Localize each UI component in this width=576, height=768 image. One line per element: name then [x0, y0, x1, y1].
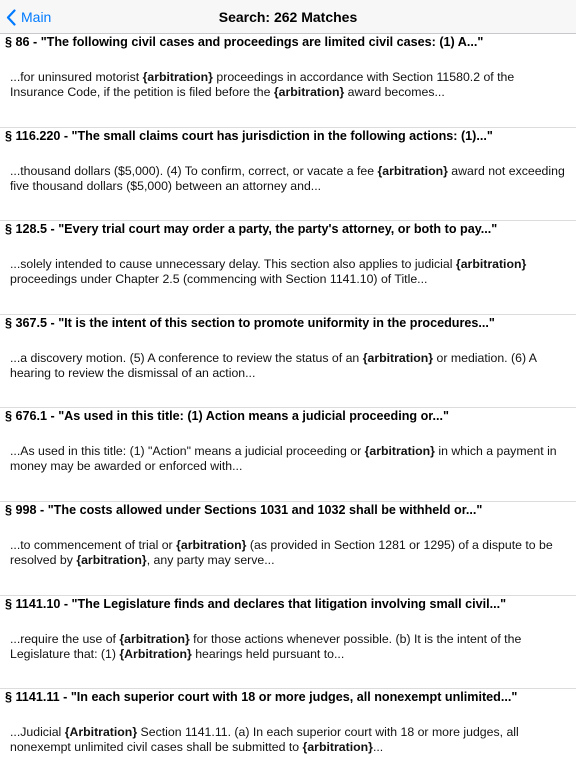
- snippet-text: ...As used in this title: (1) "Action" means a judicial proceeding or: [10, 444, 365, 459]
- result-title: § 1141.10 - "The Legislature finds and declares that litigation involving small civil...": [5, 596, 507, 611]
- snippet-text: proceedings in accordance with Section 11580.2 of the Insurance Code, if the petition is filed before the: [10, 70, 515, 99]
- search-term-highlight: {arbitration}: [302, 740, 373, 755]
- back-button[interactable]: [6, 0, 51, 34]
- search-results-list[interactable]: [0, 34, 576, 768]
- search-term-highlight: {arbitration}: [273, 85, 345, 99]
- search-result-item[interactable]: [0, 502, 576, 596]
- result-snippet: [10, 351, 566, 381]
- chevron-left-icon: [6, 9, 16, 26]
- snippet-text: award not exceeding five thousand dollars ($5,000) between an attorney and...: [10, 163, 565, 193]
- snippet-text: for those actions whenever possible. (b) It is the intent of the Legislature that: (1): [10, 631, 522, 661]
- result-snippet: [10, 444, 566, 474]
- result-snippet: [10, 538, 566, 568]
- back-button-label: Main: [21, 9, 52, 25]
- navigation-bar: [0, 0, 576, 34]
- snippet-text: ...a discovery motion. (5) A conference to review the status of an: [10, 350, 363, 365]
- result-title: § 86 - "The following civil cases and proceedings are limited civil cases: (1) A...": [5, 35, 484, 49]
- search-term-highlight: {arbitration}: [76, 552, 147, 567]
- search-term-highlight: {arbitration}: [455, 257, 527, 272]
- search-result-item[interactable]: [0, 221, 576, 315]
- snippet-text: ...for uninsured motorist: [10, 70, 143, 84]
- search-term-highlight: {arbitration}: [364, 444, 435, 459]
- page-title: Search: 262 Matches: [218, 9, 358, 25]
- search-result-item[interactable]: [0, 689, 576, 768]
- search-result-item[interactable]: [0, 596, 576, 690]
- snippet-text: or mediation. (6) A hearing to review the dismissal of an action...: [10, 350, 537, 380]
- search-result-item[interactable]: [0, 34, 576, 128]
- search-term-highlight: {arbitration}: [362, 350, 434, 365]
- search-term-highlight: {arbitration}: [119, 631, 190, 646]
- snippet-text: Section 1141.11. (a) In each superior court with 18 or more judges, all nonexempt unlimited civil cases shall be submitted to: [10, 725, 519, 755]
- search-result-item[interactable]: [0, 315, 576, 409]
- result-title: § 1141.11 - "In each superior court with 18 or more judges, all nonexempt unlimited...": [5, 690, 518, 705]
- snippet-text: (as provided in Section 1281 or 1295) of a dispute to be resolved by: [10, 537, 553, 567]
- result-title: § 128.5 - "Every trial court may order a party, the party's attorney, or both to pay...": [5, 222, 498, 237]
- snippet-text: hearings held pursuant to...: [191, 646, 345, 661]
- snippet-text: ...thousand dollars ($5,000). (4) To confirm, correct, or vacate a fee: [10, 163, 378, 178]
- snippet-text: ...solely intended to cause unnecessary delay. This section also applies to judicial: [10, 257, 456, 272]
- result-snippet: [10, 164, 566, 194]
- result-snippet: [10, 632, 566, 662]
- result-title: § 676.1 - "As used in this title: (1) Action means a judicial proceeding or...": [5, 409, 449, 424]
- search-result-item[interactable]: [0, 408, 576, 502]
- result-snippet: [10, 257, 566, 287]
- search-term-highlight: {arbitration}: [142, 70, 213, 84]
- search-term-highlight: {arbitration}: [176, 537, 247, 552]
- snippet-text: ...: [372, 740, 384, 755]
- result-title: § 116.220 - "The small claims court has jurisdiction in the following actions: (1)...": [5, 128, 493, 143]
- snippet-text: , any party may serve...: [146, 552, 275, 567]
- snippet-text: in which a payment in money may be awarded or enforced with...: [10, 444, 557, 474]
- result-snippet: [10, 70, 566, 100]
- search-term-highlight: {Arbitration}: [64, 725, 138, 740]
- snippet-text: award becomes...: [344, 85, 445, 99]
- snippet-text: ...require the use of: [10, 631, 120, 646]
- snippet-text: proceedings under Chapter 2.5 (commencing with Section 1141.10) of Title...: [10, 272, 428, 287]
- snippet-text: ...to commencement of trial or: [10, 537, 177, 552]
- result-title: § 367.5 - "It is the intent of this section to promote uniformity in the procedures...": [5, 315, 495, 330]
- search-term-highlight: {Arbitration}: [119, 646, 192, 661]
- result-snippet: [10, 725, 566, 755]
- search-term-highlight: {arbitration}: [377, 163, 448, 178]
- search-result-item[interactable]: [0, 128, 576, 222]
- snippet-text: ...Judicial: [10, 725, 65, 740]
- result-title: § 998 - "The costs allowed under Sections 1031 and 1032 shall be withheld or...": [5, 502, 483, 517]
